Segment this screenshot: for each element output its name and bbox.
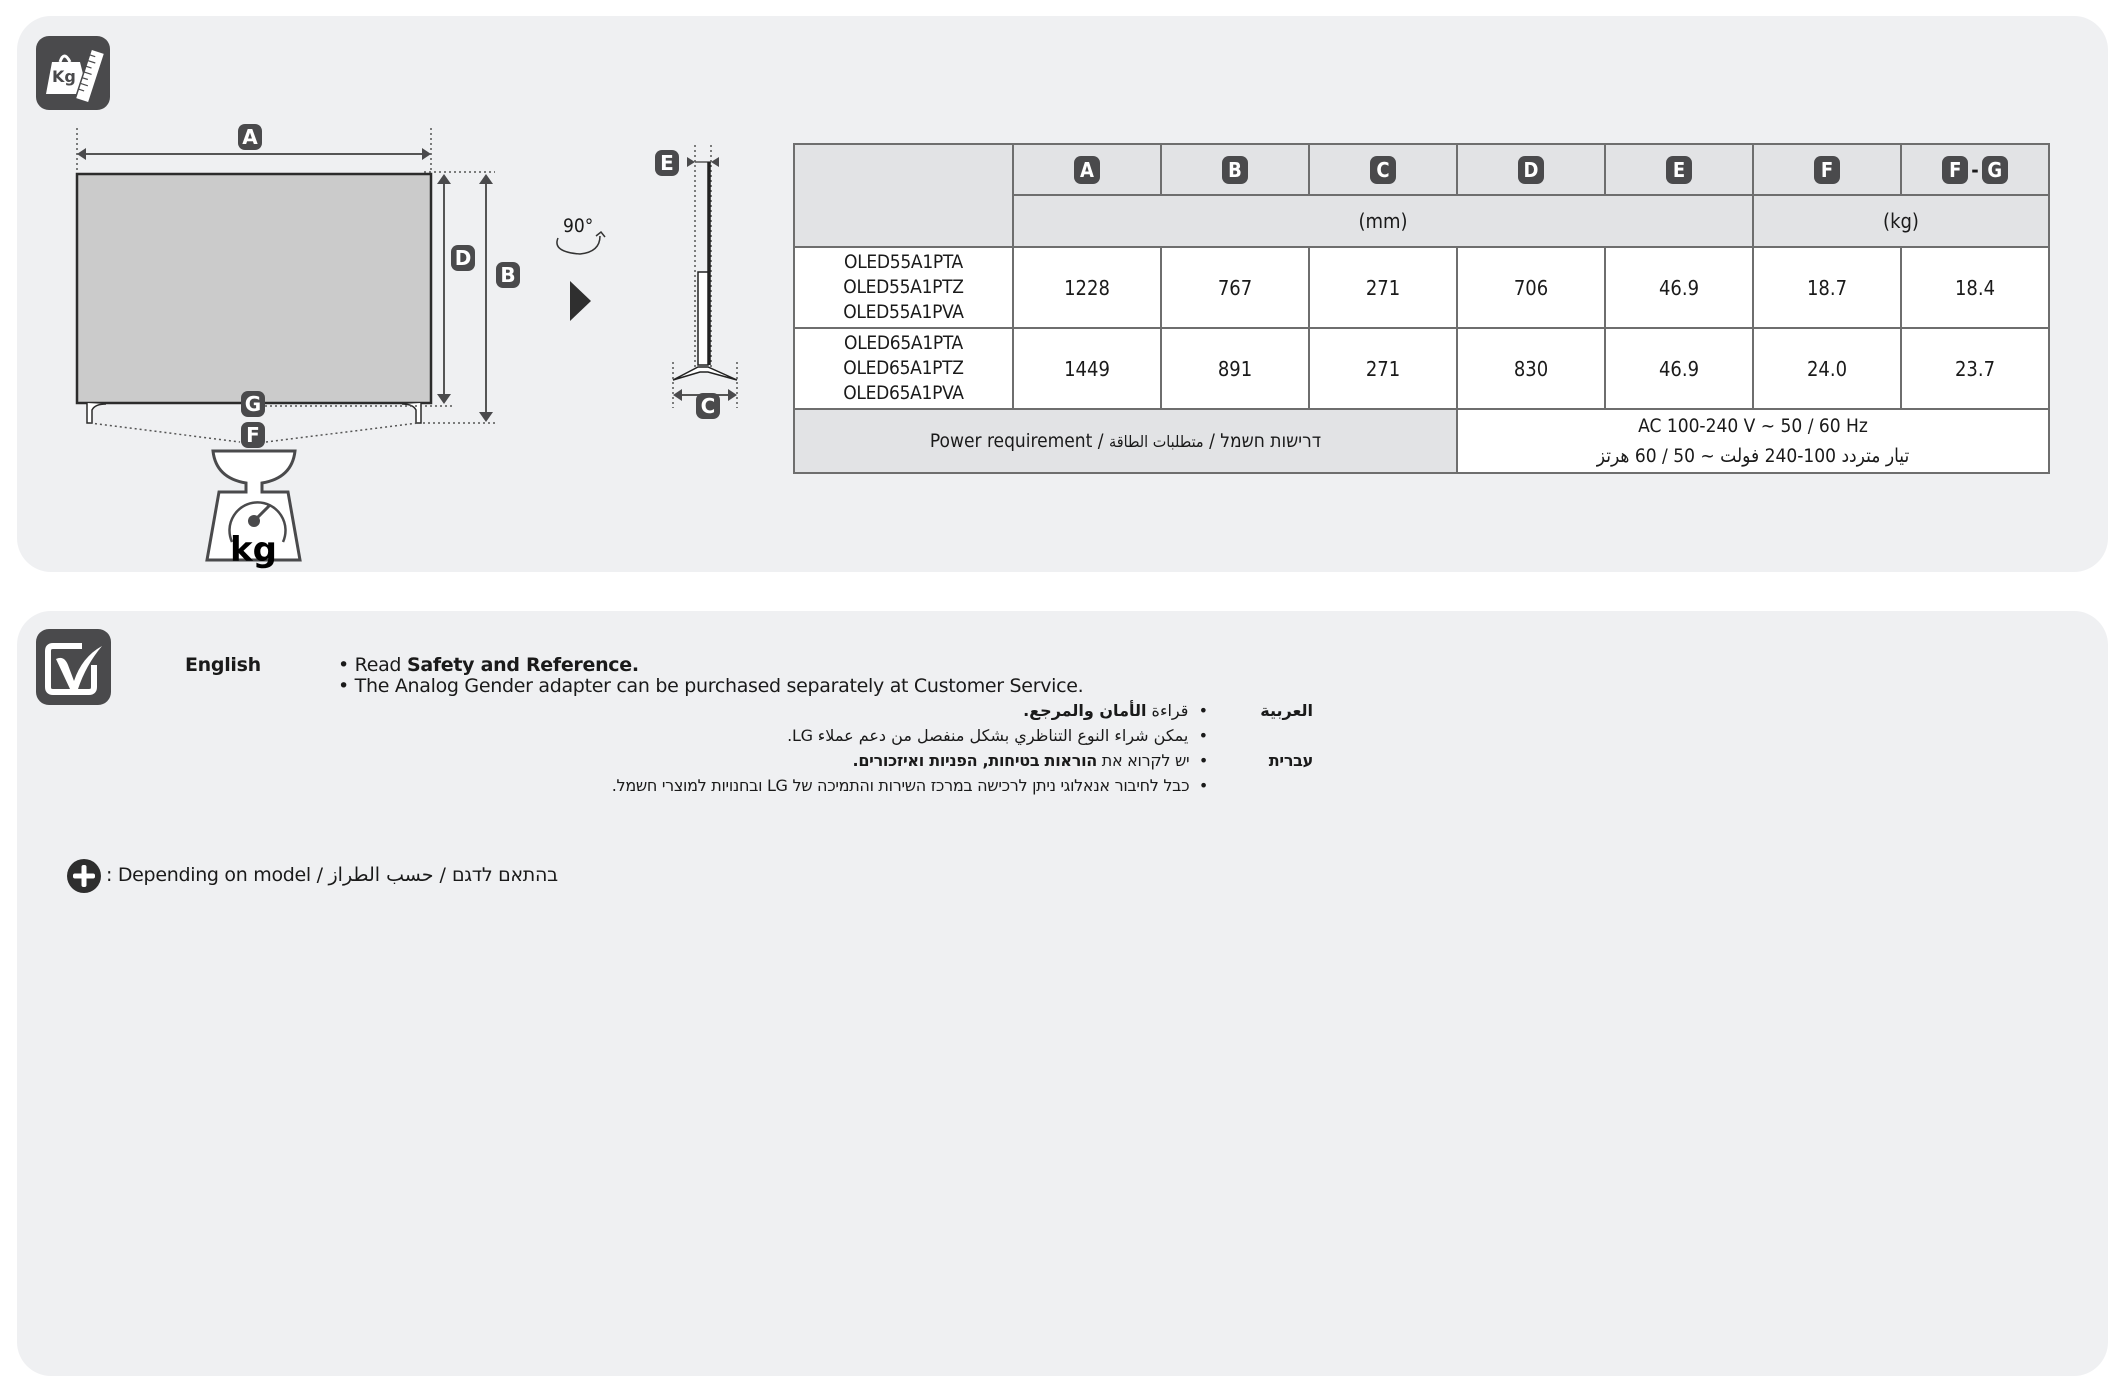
- unit-kg: (kg): [1753, 195, 2049, 247]
- svg-text:Kg: Kg: [52, 67, 76, 86]
- english-note-2: • The Analog Gender adapter can be purchased separately at Customer Service.: [338, 675, 1084, 697]
- value-b: 891: [1161, 328, 1309, 409]
- scale-kg-text: kg: [230, 530, 277, 570]
- table-row: [794, 247, 2049, 328]
- footnote-text: : Depending on model / حسب الطراز / בהתאם לדגם: [106, 864, 558, 886]
- value-a: 1228: [1013, 247, 1161, 328]
- value-d: 830: [1457, 328, 1605, 409]
- value-c: 271: [1309, 328, 1457, 409]
- unit-mm: (mm): [1013, 195, 1753, 247]
- dimension-badge-b: B: [496, 262, 520, 288]
- power-label: Power requirement / متطلبات الطاقة / דרישות חשמל: [794, 409, 1457, 473]
- value-b: 767: [1161, 247, 1309, 328]
- plus-circle-icon: [66, 858, 102, 894]
- column-header-e: E: [1605, 144, 1753, 195]
- model-names: OLED65A1PTA OLED65A1PTZ OLED65A1PVA: [794, 328, 1013, 409]
- table-row: [794, 328, 2049, 409]
- power-row: [794, 409, 2049, 473]
- dimension-badge-d: D: [451, 245, 475, 271]
- checkbox-check-icon: [36, 629, 111, 705]
- spec-table: [793, 143, 2050, 472]
- hebrew-label: עברית: [1268, 751, 1313, 770]
- value-f-g: 23.7: [1901, 328, 2049, 409]
- value-d: 706: [1457, 247, 1605, 328]
- power-value: AC 100-240 V ~ 50 / 60 Hz تيار متردد 100-240 فولت ~ 50 / 60 هرتز: [1457, 409, 2049, 473]
- value-a: 1449: [1013, 328, 1161, 409]
- hebrew-note-1: • יש לקרוא את הוראות בטיחות, הפניות ואיזכורים.: [852, 751, 1208, 770]
- value-f-g: 18.4: [1901, 247, 2049, 328]
- column-header-f: F: [1753, 144, 1901, 195]
- dimension-badge-g: G: [241, 391, 265, 417]
- dimension-badge-e: E: [655, 150, 679, 176]
- english-label: English: [185, 654, 261, 676]
- arabic-note-2: • يمكن شراء النوع التناظري بشكل منفصل من دعم عملاء LG.: [787, 726, 1208, 745]
- value-e: 46.9: [1605, 328, 1753, 409]
- column-header-d: D: [1457, 144, 1605, 195]
- column-header-b: B: [1161, 144, 1309, 195]
- column-header-a: A: [1013, 144, 1161, 195]
- dimension-badge-f: F: [241, 422, 265, 448]
- arabic-note-1: • قراءة الأمان والمرجع.: [1023, 701, 1208, 720]
- dimension-badge-c: C: [696, 393, 720, 419]
- value-f: 18.7: [1753, 247, 1901, 328]
- column-header-f-g: F - G: [1901, 144, 2049, 195]
- hebrew-note-2: • כבל לחיבור אנאלוגי ניתן לרכישה במרכז השירות והתמיכה של LG ובחנויות למוצרי חשמל.: [611, 776, 1208, 795]
- column-header-c: C: [1309, 144, 1457, 195]
- model-names: OLED55A1PTA OLED55A1PTZ OLED55A1PVA: [794, 247, 1013, 328]
- dimension-badge-a: A: [238, 124, 262, 150]
- rotation-label: 90°: [563, 215, 594, 237]
- value-c: 271: [1309, 247, 1457, 328]
- english-note-1: • Read Safety and Reference.: [338, 654, 639, 676]
- value-e: 46.9: [1605, 247, 1753, 328]
- table-corner: [794, 144, 1013, 247]
- arabic-label: العربية: [1260, 701, 1313, 720]
- value-f: 24.0: [1753, 328, 1901, 409]
